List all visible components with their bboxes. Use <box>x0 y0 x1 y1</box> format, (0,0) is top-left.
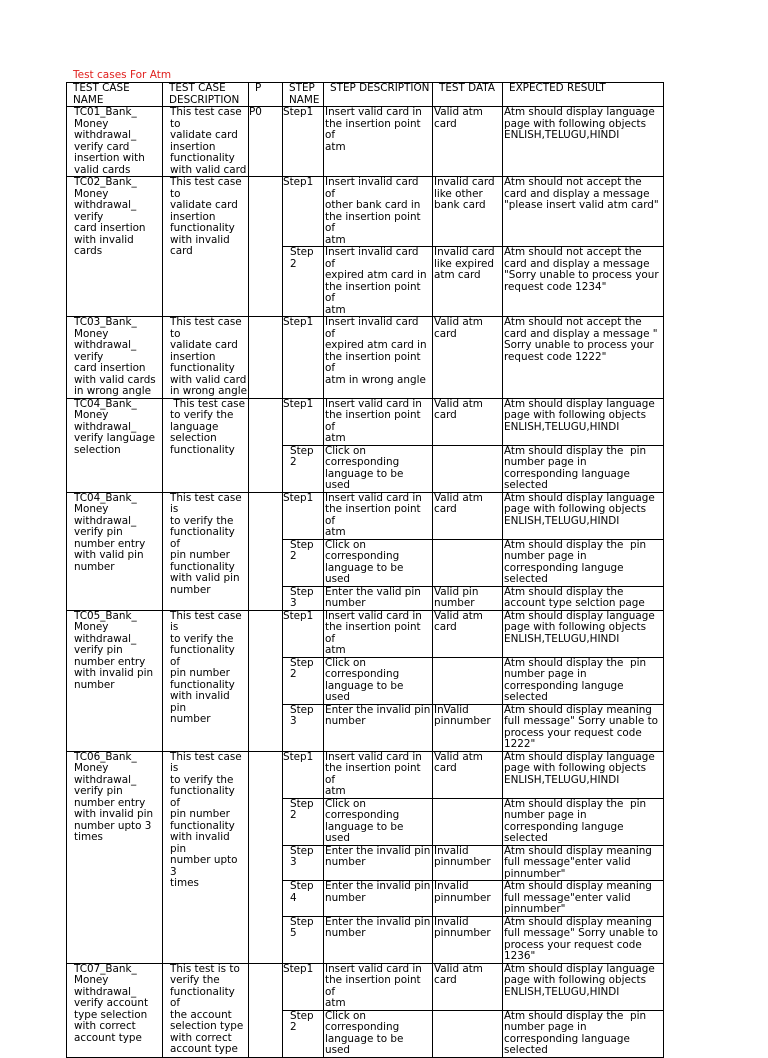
test-data-cell: Valid atm card <box>433 751 503 798</box>
test-data-cell <box>433 445 503 492</box>
test-data-cell: Valid atm card <box>433 963 503 1010</box>
test-case-name-cell: TC03_Bank_ Money withdrawal_ verify card insertion with valid cards in wrong angle <box>67 317 163 399</box>
expected-result-cell: Atm should display language page with following objects ENLISH,TELUGU,HINDI <box>503 398 664 445</box>
expected-result-cell: Atm should display language page with following objects ENLISH,TELUGU,HINDI <box>503 610 664 657</box>
test-case-description-cell: This test case to verify the language selection functionality <box>163 398 249 492</box>
header-test-case-description: TEST CASE DESCRIPTION <box>163 83 249 107</box>
step-name-cell: Step 2 <box>283 539 324 586</box>
table-row <box>67 610 664 657</box>
test-case-description-cell: This test case is to verify the functionality of pin number functionality with valid pin number <box>163 492 249 610</box>
header-step-description: STEP DESCRIPTION <box>324 83 433 107</box>
header-row <box>67 83 664 107</box>
test-case-name-cell: TC01_Bank_ Money withdrawal_ verify card insertion with valid cards <box>67 107 163 177</box>
step-description-cell: Insert valid card in the insertion point of atm <box>324 492 433 539</box>
step-description-cell: Click on corresponding language to be used <box>324 657 433 704</box>
step-name-cell: Step 2 <box>283 247 324 317</box>
priority-cell <box>249 317 283 399</box>
expected-result-cell: Atm should display meaning full message"enter valid pinnumber" <box>503 881 664 917</box>
table-row <box>67 492 664 539</box>
expected-result-cell: Atm should display language page with following objects ENLISH,TELUGU,HINDI <box>503 963 664 1010</box>
expected-result-cell: Atm should display language page with following objects ENLISH,TELUGU,HINDI <box>503 492 664 539</box>
test-data-cell: Invalid card like expired atm card <box>433 247 503 317</box>
document-title: Test cases For Atm <box>73 69 172 81</box>
expected-result-cell: Atm should display the pin number page in corresponding languge selected <box>503 539 664 586</box>
step-name-cell: Step 4 <box>283 881 324 917</box>
test-data-cell: Invalid card like other bank card <box>433 177 503 247</box>
step-name-cell: Step1 <box>283 492 324 539</box>
step-name-cell: Step1 <box>283 317 324 399</box>
step-description-cell: Insert valid card in the insertion point of atm <box>324 963 433 1010</box>
step-name-cell: Step 2 <box>283 798 324 845</box>
step-name-cell: Step1 <box>283 963 324 1010</box>
priority-cell <box>249 398 283 492</box>
priority-cell <box>249 610 283 751</box>
table-row <box>67 177 664 247</box>
test-case-name-cell: TC04_Bank_ Money withdrawal_ verify language selection <box>67 398 163 492</box>
table-row <box>67 398 664 445</box>
step-name-cell: Step1 <box>283 398 324 445</box>
step-description-cell: Enter the invalid pin number <box>324 881 433 917</box>
expected-result-cell: Atm should display the pin number page in corresponding languge selected <box>503 798 664 845</box>
test-data-cell: Valid atm card <box>433 317 503 399</box>
step-description-cell: Insert invalid card of expired atm card in the insertion point of atm <box>324 247 433 317</box>
priority-cell <box>249 492 283 610</box>
step-name-cell: Step1 <box>283 610 324 657</box>
test-data-cell: Valid atm card <box>433 610 503 657</box>
test-data-cell <box>433 657 503 704</box>
priority-cell <box>249 177 283 317</box>
table-row <box>67 963 664 1010</box>
expected-result-cell: Atm should display the account type selction page <box>503 586 664 610</box>
test-data-cell: Invalid pinnumber <box>433 881 503 917</box>
step-description-cell: Click on corresponding language to be used <box>324 798 433 845</box>
step-description-cell: Insert valid card in the insertion point of atm <box>324 610 433 657</box>
step-description-cell: Enter the invalid pin number <box>324 916 433 963</box>
test-data-cell: Invalid pinnumber <box>433 916 503 963</box>
expected-result-cell: Atm should display meaning full message"enter valid pinnumber" <box>503 845 664 881</box>
priority-cell: P0 <box>249 107 283 177</box>
step-description-cell: Click on corresponding language to be used <box>324 539 433 586</box>
step-description-cell: Click on corresponding language to be used <box>324 445 433 492</box>
table-row <box>67 317 664 399</box>
step-description-cell: Insert valid card in the insertion point of atm <box>324 107 433 177</box>
test-data-cell: Valid pin number <box>433 586 503 610</box>
header-expected-result: EXPECTED RESULT <box>503 83 664 107</box>
step-name-cell: Step 3 <box>283 586 324 610</box>
step-description-cell: Insert invalid card of expired atm card in the insertion point of atm in wrong angle <box>324 317 433 399</box>
test-data-cell <box>433 798 503 845</box>
expected-result-cell: Atm should display the pin number page in corresponding language selected <box>503 445 664 492</box>
test-case-description-cell: This test case to validate card insertion functionality with valid card in wrong angle <box>163 317 249 399</box>
table-row <box>67 107 664 177</box>
expected-result-cell: Atm should display meaning full message" Sorry unable to process your request code 1222" <box>503 704 664 751</box>
test-case-name-cell: TC02_Bank_ Money withdrawal_ verify card insertion with invalid cards <box>67 177 163 317</box>
table-row <box>67 751 664 798</box>
test-case-description-cell: This test case is to verify the functionality of pin number functionality with invalid pin number <box>163 610 249 751</box>
test-data-cell <box>433 1010 503 1057</box>
test-data-cell: Valid atm card <box>433 107 503 177</box>
expected-result-cell: Atm should not accept the card and display a message "Sorry unable to process your request code 1234" <box>503 247 664 317</box>
expected-result-cell: Atm should not accept the card and display a message " Sorry unable to process your request code 1222" <box>503 317 664 399</box>
test-case-description-cell: This test case is to verify the functionality of pin number functionality with invalid pin number upto 3 times <box>163 751 249 963</box>
test-case-name-cell: TC04_Bank_ Money withdrawal_ verify pin number entry with valid pin number <box>67 492 163 610</box>
header-step-name: STEP NAME <box>283 83 324 107</box>
header-priority: P <box>249 83 283 107</box>
test-case-description-cell: This test case to validate card insertion functionality with invalid card <box>163 177 249 317</box>
expected-result-cell: Atm should display language page with following objects ENLISH,TELUGU,HINDI <box>503 107 664 177</box>
test-case-table <box>66 82 664 1058</box>
priority-cell <box>249 963 283 1057</box>
step-description-cell: Insert valid card in the insertion point of atm <box>324 751 433 798</box>
test-data-cell: Invalid pinnumber <box>433 845 503 881</box>
expected-result-cell: Atm should display the pin number page in corresponding languge selected <box>503 657 664 704</box>
header-test-data: TEST DATA <box>433 83 503 107</box>
step-name-cell: Step 2 <box>283 657 324 704</box>
test-data-cell <box>433 539 503 586</box>
step-name-cell: Step1 <box>283 751 324 798</box>
step-name-cell: Step 2 <box>283 1010 324 1057</box>
step-description-cell: Enter the valid pin number <box>324 586 433 610</box>
test-data-cell: Valid atm card <box>433 492 503 539</box>
step-description-cell: Enter the invalid pin number <box>324 845 433 881</box>
test-case-name-cell: TC05_Bank_ Money withdrawal_ verify pin number entry with invalid pin number <box>67 610 163 751</box>
test-case-description-cell: This test case to validate card insertion functionality with valid card <box>163 107 249 177</box>
test-case-name-cell: TC07_Bank_ Money withdrawal_ verify account type selection with correct account type <box>67 963 163 1057</box>
expected-result-cell: Atm should not accept the card and display a message "please insert valid atm card" <box>503 177 664 247</box>
priority-cell <box>249 751 283 963</box>
test-case-name-cell: TC06_Bank_ Money withdrawal_ verify pin number entry with invalid pin number upto 3 times <box>67 751 163 963</box>
step-description-cell: Insert invalid card of other bank card in the insertion point of atm <box>324 177 433 247</box>
step-name-cell: Step1 <box>283 177 324 247</box>
test-data-cell: Valid atm card <box>433 398 503 445</box>
step-name-cell: Step 5 <box>283 916 324 963</box>
step-name-cell: Step1 <box>283 107 324 177</box>
expected-result-cell: Atm should display language page with following objects ENLISH,TELUGU,HINDI <box>503 751 664 798</box>
header-test-case-name: TEST CASE NAME <box>67 83 163 107</box>
expected-result-cell: Atm should display the pin number page in corresponding language selected <box>503 1010 664 1057</box>
step-name-cell: Step 3 <box>283 845 324 881</box>
step-description-cell: Click on corresponding language to be used <box>324 1010 433 1057</box>
step-name-cell: Step 2 <box>283 445 324 492</box>
step-description-cell: Insert valid card in the insertion point of atm <box>324 398 433 445</box>
test-data-cell: InValid pinnumber <box>433 704 503 751</box>
test-case-description-cell: This test is to verify the functionality of the account selection type with correct account type <box>163 963 249 1057</box>
step-name-cell: Step 3 <box>283 704 324 751</box>
expected-result-cell: Atm should display meaning full message" Sorry unable to process your request code 1236" <box>503 916 664 963</box>
step-description-cell: Enter the invalid pin number <box>324 704 433 751</box>
